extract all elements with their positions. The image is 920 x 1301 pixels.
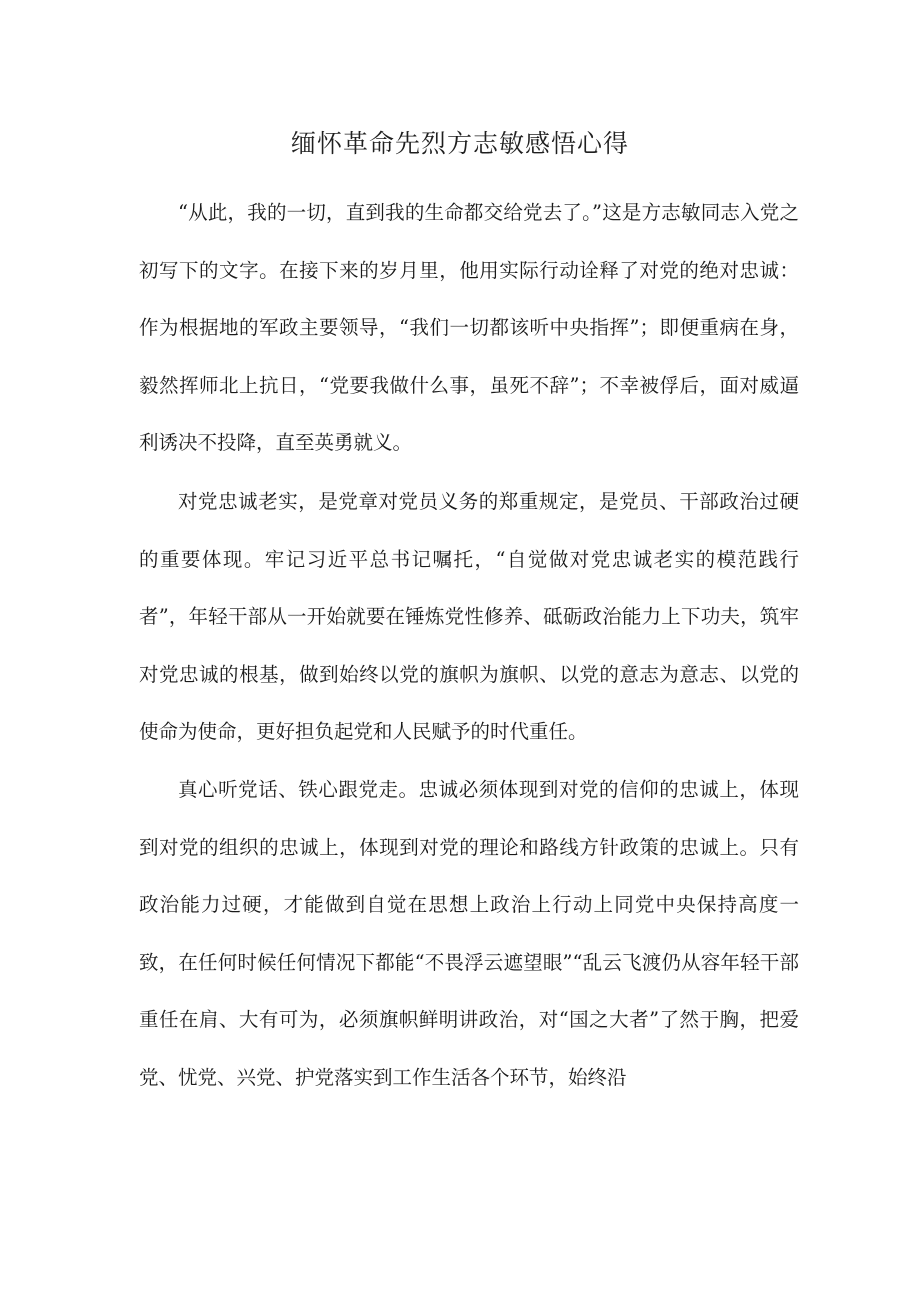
document-title: 缅怀革命先烈方志敏感悟心得 (290, 129, 629, 158)
paragraph-follow-party: 真心听党话、铁心跟党走。忠诚必须体现到对党的信仰的忠诚上，体现到对党的组织的忠诚上，体现到对党的理论和路线方针政策的忠诚上。只有政治能力过硬，才能做到自觉在思想上政治上行动上同党中央保持高度一致，在任何时候任何情况下都能“不畏浮云遮望眼”“乱云飞渡仍从容年轻干部重任在肩、大有可为，必须旗帜鲜明讲政治，对“国之大者”了然于胸，把爱党、忧党、兴党、护党落实到工作生活各个环节，始终沿 (139, 778, 799, 1089)
paragraph-loyalty-to-party: 对党忠诚老实，是党章对党员义务的郑重规定，是党员、干部政治过硬的重要体现。牢记习近平总书记嘱托，“自觉做对党忠诚老实的模范践行者”，年轻干部从一开始就要在锤炼党性修养、砥砺政治能力上下功夫，筑牢对党忠诚的根基，做到始终以党的旗帜为旗帜、以党的意志为意志、以党的使命为使命，更好担负起党和人民赋予的时代重任。 (139, 490, 799, 743)
paragraph-fang-zhimin-loyalty: “从此，我的一切，直到我的生命都交给党去了。”这是方志敏同志入党之初写下的文字。在接下来的岁月里，他用实际行动诠释了对党的绝对忠诚：作为根据地的军政主要领导，“我们一切都该听中央指挥”；即便重病在身，毅然挥师北上抗日，“党要我做什么事，虽死不辞”；不幸被俘后，面对威逼利诱决不投降，直至英勇就义。 (139, 201, 799, 454)
